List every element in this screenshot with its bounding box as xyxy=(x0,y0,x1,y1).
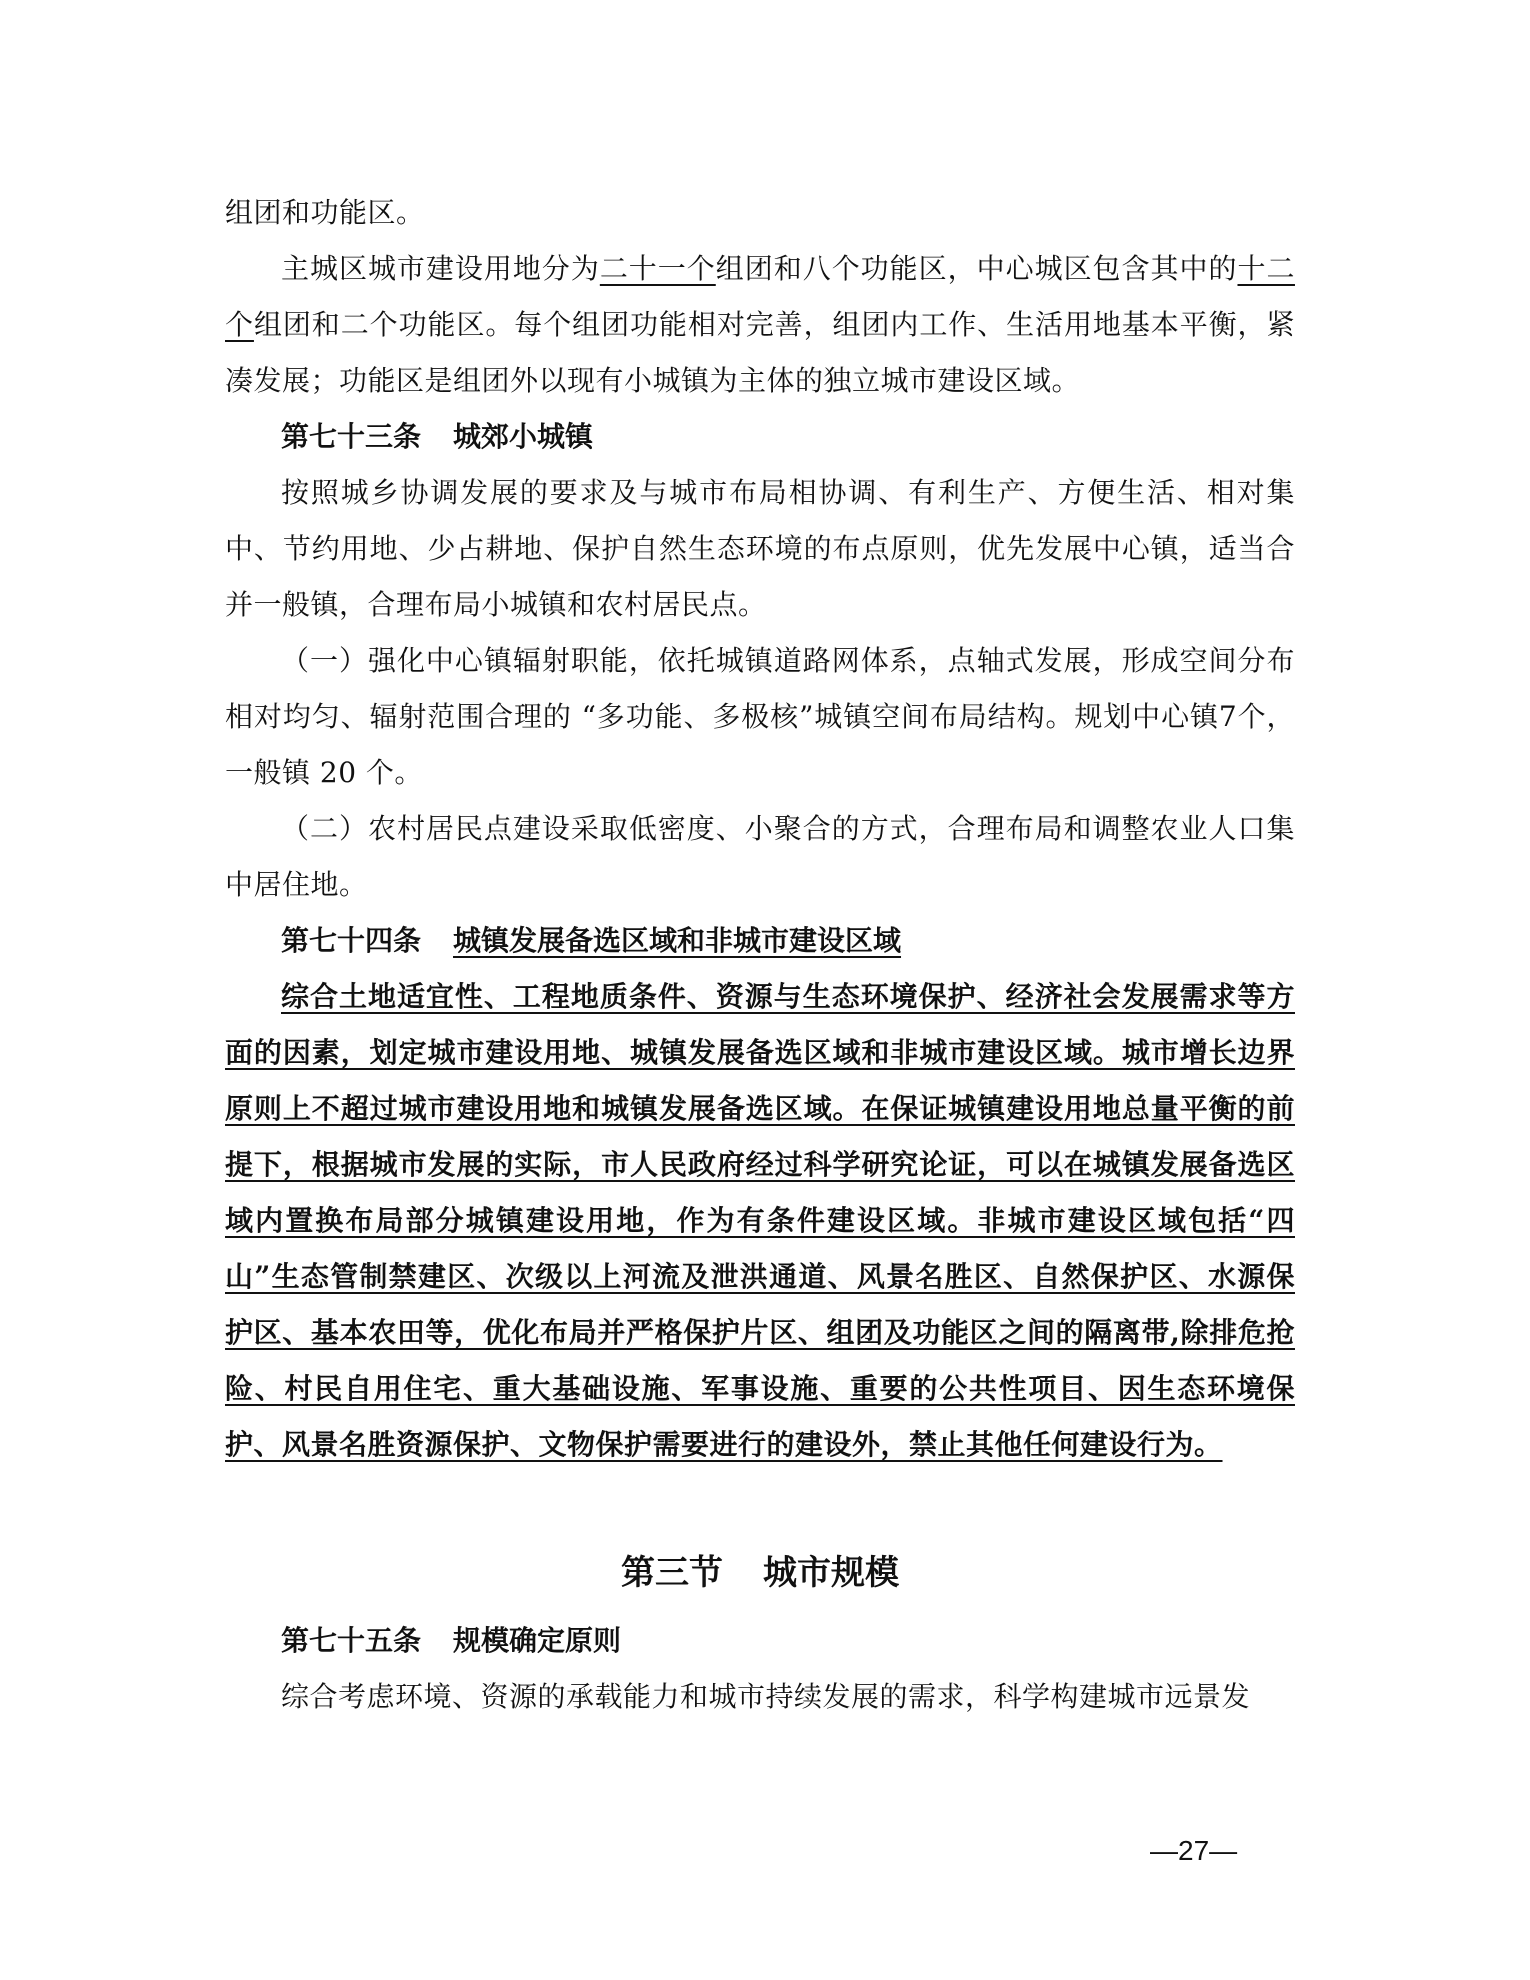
paragraph-main-city-groups: 主城区城市建设用地分为二十一个组团和八个功能区，中心城区包含其中的十二个组团和二个功能区。每个组团功能相对完善，组团内工作、生活用地基本平衡，紧凑发展；功能区是组团外以现有小城镇为主体的独立城市建设区域。 xyxy=(225,252,1295,397)
article-75-heading xyxy=(225,1613,1295,1669)
article-title: 城镇发展备选区域和非城市建设区域 xyxy=(453,924,902,957)
article-number: 第七十五条 xyxy=(281,1624,422,1657)
paragraph-continuation: 组团和功能区。 xyxy=(225,196,425,229)
article-number: 第七十三条 xyxy=(281,420,422,453)
paragraph-article-74-body: 综合土地适宜性、工程地质条件、资源与生态环境保护、经济社会发展需求等方面的因素，划定城市建设用地、城镇发展备选区域和非城市建设区域。城市增长边界原则上不超过城市建设用地和城镇发展备选区域。在保证城镇建设用地总量平衡的前提下，根据城市发展的实际，市人民政府经过科学研究论证，可以在城镇发展备选区域内置换布局部分城镇建设用地，作为有条件建设区域。非城市建设区域包括“四山”生态管制禁建区、次级以上河流及泄洪通道、风景名胜区、自然保护区、水源保护区、基本农田等，优化布局并严格保护片区、组团及功能区之间的隔离带,除排危抢险、村民自用住宅、重大基础设施、军事设施、重要的公共性项目、因生态环境保护、风景名胜资源保护、文物保护需要进行的建设外，禁止其他任何建设行为。 xyxy=(225,980,1295,1461)
paragraph-article-73-body: 按照城乡协调发展的要求及与城市布局相协调、有利生产、方便生活、相对集中、节约用地、少占耕地、保护自然生态环境的布点原则，优先发展中心镇，适当合并一般镇，合理布局小城镇和农村居民点。 xyxy=(225,476,1295,621)
article-title: 规模确定原则 xyxy=(453,1624,622,1657)
underlined-count-21: 二十一个 xyxy=(599,252,716,285)
article-title: 城郊小城镇 xyxy=(453,420,594,453)
paragraph-article-75-body: 综合考虑环境、资源的承载能力和城市持续发展的需求，科学构建城市远景发 xyxy=(281,1680,1251,1713)
page-number: —27— xyxy=(1150,1835,1238,1866)
article-74-heading xyxy=(225,913,1295,969)
article-number: 第七十四条 xyxy=(281,924,422,957)
underlined-count-12: 十二个 xyxy=(225,252,1295,341)
section-name: 城市规模 xyxy=(763,1553,899,1593)
section-number: 第三节 xyxy=(621,1553,723,1593)
paragraph-item-1: （一）强化中心镇辐射职能，依托城镇道路网体系，点轴式发展，形成空间分布相对均匀、辐射范围合理的 “多功能、多极核”城镇空间布局结构。规划中心镇7个，一般镇 20 个。 xyxy=(225,644,1295,789)
paragraph-item-2: （二）农村居民点建设采取低密度、小聚合的方式，合理布局和调整农业人口集中居住地。 xyxy=(225,812,1295,901)
document-page xyxy=(225,185,1295,1725)
section-title xyxy=(225,1543,1295,1603)
article-73-heading xyxy=(225,409,1295,465)
